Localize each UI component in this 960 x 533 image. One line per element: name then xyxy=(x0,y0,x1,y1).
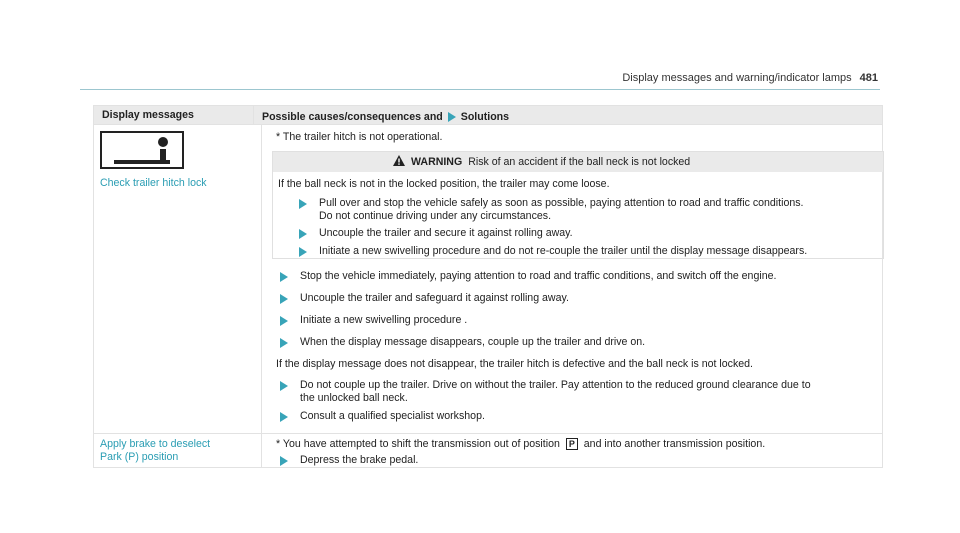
arrow-icon xyxy=(280,412,288,422)
warning-step-line: Initiate a new swivelling procedure and do not re-couple the trailer until the display message disappears. xyxy=(319,245,808,257)
solution-step-text: Consult a qualified specialist workshop. xyxy=(300,410,485,422)
solution-step-text: Uncouple the trailer and safeguard it against rolling away. xyxy=(300,292,569,304)
solution-step xyxy=(280,314,467,327)
warning-triangle-icon xyxy=(393,155,405,169)
warning-word: WARNING xyxy=(411,156,463,168)
warning-step xyxy=(299,197,803,223)
message-cell xyxy=(94,434,262,467)
cause-text-part: and into another transmission position. xyxy=(583,438,766,450)
warning-step xyxy=(299,245,807,258)
solution-step xyxy=(280,336,645,349)
solution-step xyxy=(280,410,485,423)
message-label-apply-brake xyxy=(100,438,210,464)
warning-box xyxy=(272,151,884,259)
solution-step xyxy=(280,379,811,405)
arrow-icon xyxy=(280,381,288,391)
table-header-row xyxy=(94,106,882,124)
solution-step-text: Initiate a new swivelling procedure . xyxy=(300,314,468,326)
arrow-icon xyxy=(280,272,288,282)
warning-header xyxy=(273,152,883,172)
solution-cell xyxy=(262,125,882,433)
col2-header-solutions: Solutions xyxy=(460,110,510,123)
solution-step-text: When the display message disappears, couple up the trailer and drive on. xyxy=(300,336,646,348)
col2-header xyxy=(254,106,882,124)
running-head-title: Display messages and warning/indicator lamps xyxy=(622,72,852,84)
cause-text-part: * You have attempted to shift the transmission out of position xyxy=(276,438,560,450)
solution-step-line: the unlocked ball neck. xyxy=(300,392,408,404)
solution-step xyxy=(280,270,776,283)
arrow-icon xyxy=(280,316,288,326)
page-number: 481 xyxy=(859,72,878,84)
gear-p-symbol: P xyxy=(566,438,578,450)
condition-text: If the display message does not disappear, the trailer hitch is defective and the ball neck is not locked. xyxy=(276,358,753,370)
message-cell xyxy=(94,125,262,433)
arrow-icon xyxy=(280,294,288,304)
solution-step xyxy=(280,454,418,467)
arrow-icon xyxy=(299,247,307,257)
warning-step-line: Do not continue driving under any circumstances. xyxy=(319,210,552,222)
warning-title: Risk of an accident if the ball neck is not locked xyxy=(468,156,691,168)
arrow-icon xyxy=(448,112,456,122)
warning-text: If the ball neck is not in the locked position, the trailer may come loose. xyxy=(278,178,610,190)
solution-step-text: Stop the vehicle immediately, paying attention to road and traffic conditions, and switch off the engine. xyxy=(300,270,777,282)
table-row xyxy=(94,124,882,433)
message-label-line: Park (P) position xyxy=(100,451,179,463)
arrow-icon xyxy=(280,338,288,348)
warning-step xyxy=(299,227,573,240)
solution-step-line: Do not couple up the trailer. Drive on without the trailer. Pay attention to the reduced ground clearance due to xyxy=(300,379,811,391)
arrow-icon xyxy=(299,199,307,209)
col2-header-causes: Possible causes/consequences and xyxy=(262,110,443,123)
warning-step-line: Uncouple the trailer and secure it against rolling away. xyxy=(319,227,573,239)
arrow-icon xyxy=(299,229,307,239)
cause-text: * The trailer hitch is not operational. xyxy=(276,131,443,143)
header-rule xyxy=(80,89,880,90)
cause-text xyxy=(276,438,765,451)
message-label-check-trailer-hitch-lock: Check trailer hitch lock xyxy=(100,177,207,189)
solution-cell xyxy=(262,434,882,467)
trailer-hitch-icon xyxy=(100,131,184,169)
solution-step-text: Depress the brake pedal. xyxy=(300,454,419,466)
solution-step xyxy=(280,292,569,305)
warning-step-line: Pull over and stop the vehicle safely as soon as possible, paying attention to road and traffic conditions. xyxy=(319,197,804,209)
running-head xyxy=(622,72,878,84)
table-row xyxy=(94,433,882,467)
message-label-line: Apply brake to deselect xyxy=(100,438,211,450)
arrow-icon xyxy=(280,456,288,466)
display-messages-table xyxy=(93,105,883,468)
col1-header: Display messages xyxy=(94,106,254,124)
